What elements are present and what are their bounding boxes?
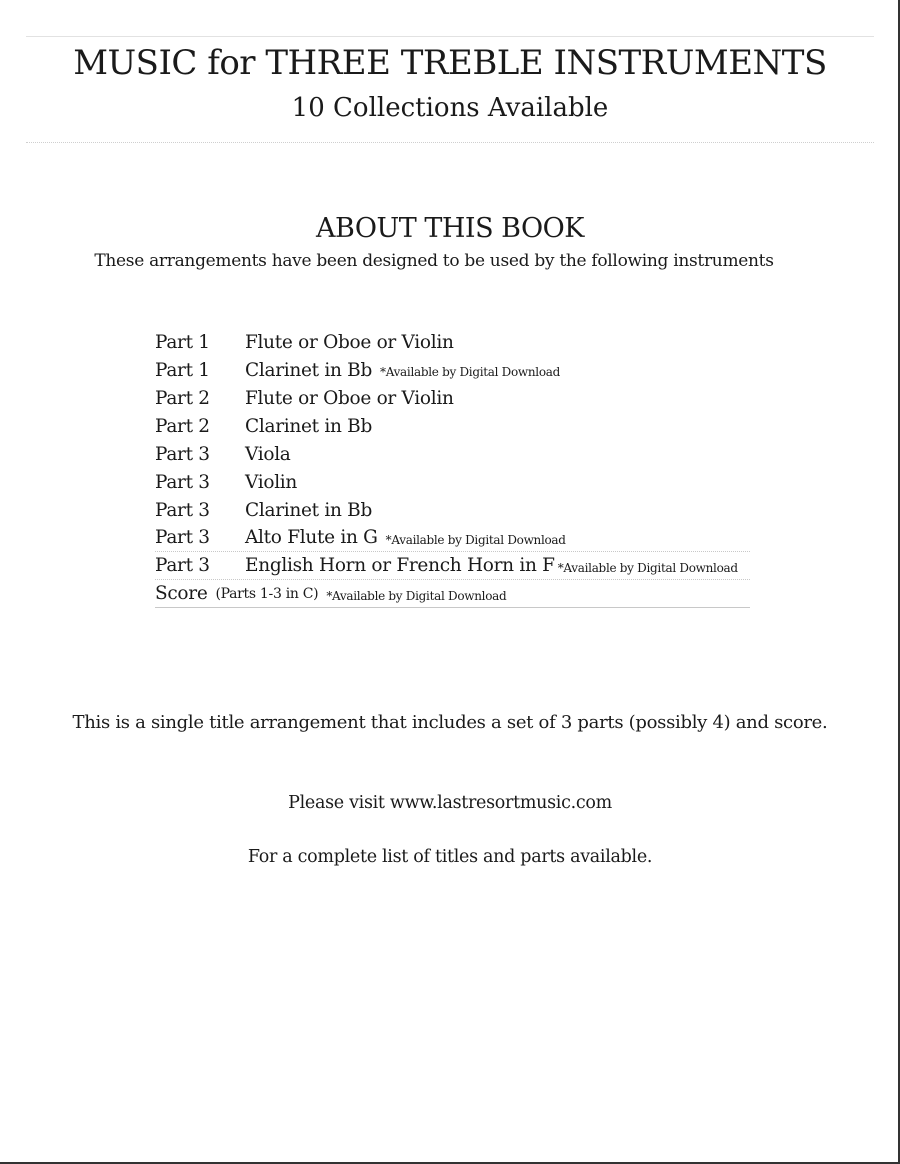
part-instrument: Flute or Oboe or Violin [245,331,454,353]
arrangement-description: This is a single title arrangement that includes a set of 3 parts (possibly 4) and score. [72,712,828,733]
top-divider [26,36,874,37]
parts-list [155,328,750,608]
part-instrument: Alto Flute in G [245,527,378,548]
part-row [155,468,750,496]
about-heading: ABOUT THIS BOOK [316,213,584,244]
part-label: Part 2 [155,387,210,409]
part-row [155,356,750,384]
part-row [155,328,750,356]
score-detail: (Parts 1-3 in C) [215,585,319,602]
digital-download-note: *Available by Digital Download [326,588,507,603]
part-row [155,524,750,552]
part-label: Part 1 [155,331,210,353]
part-label: Part 1 [155,359,210,381]
part-row [155,440,750,468]
score-label: Score [155,583,208,604]
part-row [155,496,750,524]
digital-download-note: *Available by Digital Download [557,560,738,575]
part-label: Part 3 [155,499,210,521]
part-instrument: Flute or Oboe or Violin [245,387,454,409]
part-row [155,384,750,412]
digital-download-note: *Available by Digital Download [385,532,566,547]
part-instrument: Clarinet in Bb [245,499,372,521]
part-label: Part 3 [155,443,210,465]
page-title: MUSIC for THREE TREBLE INSTRUMENTS [73,43,827,83]
digital-download-note: *Available by Digital Download [380,365,561,379]
part-instrument: Violin [245,471,298,493]
part-instrument: Clarinet in Bb [245,359,372,381]
website-line: Please visit www.lastresortmusic.com [288,793,612,813]
part-instrument: Viola [245,443,291,465]
part-row [155,412,750,440]
part-label: Part 2 [155,415,210,437]
part-instrument: Clarinet in Bb [245,415,372,437]
part-row [155,552,750,580]
page-subtitle: 10 Collections Available [291,93,609,123]
about-intro: These arrangements have been designed to be used by the following instruments [94,251,774,271]
part-label: Part 3 [155,527,210,548]
part-label: Part 3 [155,555,210,576]
catalog-line: For a complete list of titles and parts available. [247,847,653,867]
header-divider [26,142,874,143]
part-label: Part 3 [155,471,210,493]
score-row [155,580,750,608]
part-instrument: English Horn or French Horn in F [245,555,555,576]
